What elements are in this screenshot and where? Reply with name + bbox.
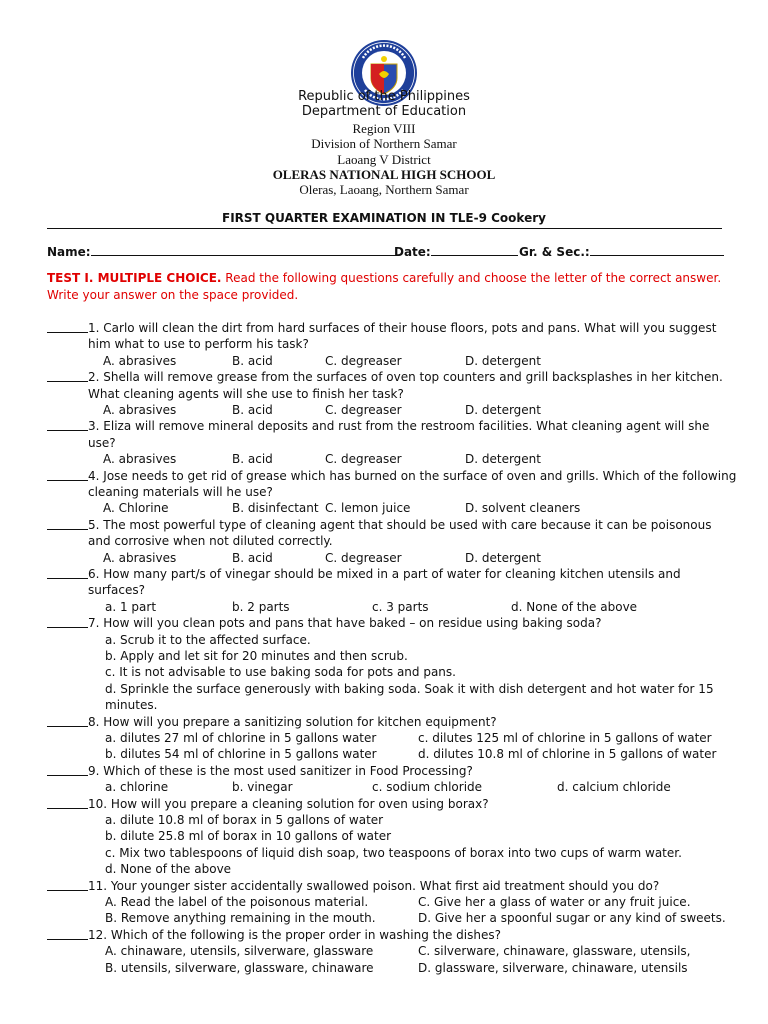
answer-option: d. calcium chloride (557, 780, 671, 795)
answer-option: B. acid (232, 353, 273, 368)
question-body: The most powerful type of cleaning agent that should be used with care because it can be poisonous and corrosive when not diluted correctly. (88, 517, 712, 549)
question-number: 5. (88, 517, 100, 532)
date-line[interactable] (431, 244, 518, 256)
question-text (88, 468, 737, 501)
question-text (88, 878, 737, 894)
question-body: Eliza will remove mineral deposits and rust from the restroom facilities. What cleaning agent will she use? (88, 419, 710, 450)
date-label: Date: (394, 245, 431, 259)
answer-option: c. 3 parts (372, 599, 429, 614)
answer-option: D. Give her a spoonful sugar or any kind of sweets. (418, 911, 726, 926)
answer-option: C. silverware, chinaware, glassware, utensils, (418, 944, 691, 959)
answer-option: a. dilutes 27 ml of chlorine in 5 gallons water (105, 731, 377, 746)
answer-option: B. acid (232, 403, 273, 418)
question-number: 4. (88, 468, 100, 483)
question-item (47, 615, 737, 713)
answer-option: C. degreaser (325, 550, 402, 565)
header-line: OLERAS NATIONAL HIGH SCHOOL (272, 167, 496, 182)
instructions-heading: TEST I. MULTIPLE CHOICE. (47, 271, 222, 285)
answer-option: c. It is not advisable to use baking soda for pots and pans. (105, 665, 456, 680)
answer-option: C. lemon juice (325, 501, 411, 516)
exam-title: FIRST QUARTER EXAMINATION IN TLE-9 Cookery (222, 211, 546, 225)
question-item (47, 566, 737, 615)
answer-option: a. 1 part (105, 599, 157, 614)
question-item (47, 878, 737, 927)
answer-option: C. degreaser (325, 403, 402, 418)
header-line: Republic of the Philippines (298, 89, 470, 104)
answer-option: D. glassware, silverware, chinaware, utensils (418, 960, 688, 975)
answer-option: b. dilute 25.8 ml of borax in 10 gallons of water (105, 829, 392, 844)
answer-option: d. None of the above (511, 599, 638, 614)
question-text (88, 796, 737, 812)
question-item (47, 468, 737, 517)
question-number: 12. (88, 927, 108, 942)
question-number: 8. (88, 714, 100, 729)
answer-option: d. None of the above (105, 862, 232, 877)
answer-blank[interactable] (47, 320, 88, 333)
header-line: Division of Northern Samar (311, 136, 457, 151)
answer-blank[interactable] (47, 927, 88, 940)
answer-option: c. dilutes 125 ml of chlorine in 5 gallons of water (418, 731, 712, 746)
answer-option: B. Remove anything remaining in the mouth. (105, 911, 376, 926)
grade-line[interactable] (590, 244, 724, 256)
answer-blank[interactable] (47, 615, 88, 628)
question-number: 7. (88, 616, 100, 631)
question-item (47, 369, 737, 418)
instructions-text: Read the following questions carefully and choose the letter of the correct answer. Write your answer on the space provided. (47, 271, 722, 302)
question-number: 9. (88, 763, 100, 778)
answer-option: d. Sprinkle the surface generously with baking soda. Soak it with dish detergent and hot water for 15 minutes. (105, 681, 714, 713)
question-text (88, 615, 737, 631)
question-text (88, 517, 737, 550)
answer-blank[interactable] (47, 714, 88, 727)
question-body: How will you prepare a sanitizing solution for kitchen equipment? (103, 714, 497, 729)
question-item (47, 517, 737, 566)
question-item (47, 796, 737, 878)
answer-option: C. degreaser (325, 452, 402, 467)
answer-option: D. detergent (465, 452, 541, 467)
answer-option: C. degreaser (325, 353, 402, 368)
question-body: Carlo will clean the dirt from hard surfaces of their house floors, pots and pans. What will you suggest him what to use to perform his task? (88, 321, 717, 352)
question-number: 1. (88, 321, 100, 335)
question-text (88, 763, 737, 779)
name-field[interactable] (47, 244, 397, 259)
question-item (47, 418, 737, 467)
question-text (88, 369, 737, 402)
answer-blank[interactable] (47, 878, 88, 891)
answer-blank[interactable] (47, 517, 88, 530)
header-line: Department of Education (301, 104, 467, 119)
answer-option: A. chinaware, utensils, silverware, glassware (105, 944, 374, 959)
question-number: 11. (88, 878, 108, 893)
answer-option: D. detergent (465, 353, 541, 368)
question-body: Which of the following is the proper order in washing the dishes? (110, 927, 501, 942)
title-divider (47, 228, 722, 229)
answer-option: B. utensils, silverware, glassware, chinaware (105, 960, 374, 975)
question-body: Shella will remove grease from the surfaces of oven top counters and grill backsplashes in her kitchen. What cleaning agents will she use to finish her task? (88, 370, 723, 401)
answer-blank[interactable] (47, 369, 88, 382)
question-item (47, 714, 737, 763)
answer-blank[interactable] (47, 796, 88, 809)
question-list (47, 320, 737, 976)
instructions (47, 270, 727, 304)
answer-option: C. Give her a glass of water or any fruit juice. (418, 895, 691, 910)
question-body: Jose needs to get rid of grease which has burned on the surface of oven and grills. Which of the following cleaning materials will he use? (88, 468, 737, 500)
question-body: Your younger sister accidentally swallowed poison. What first aid treatment should you do? (110, 878, 660, 893)
answer-option: A. abrasives (103, 550, 177, 565)
grade-label: Gr. & Sec.: (519, 245, 590, 259)
answer-option: b. vinegar (232, 780, 293, 795)
name-line[interactable] (91, 244, 397, 256)
answer-blank[interactable] (47, 763, 88, 776)
question-number: 6. (88, 567, 100, 582)
answer-option: d. dilutes 10.8 ml of chlorine in 5 gallons of water (418, 747, 717, 762)
date-field[interactable] (394, 244, 518, 259)
question-number: 10. (88, 796, 108, 811)
answer-option: c. sodium chloride (372, 780, 483, 795)
question-text (88, 566, 737, 599)
answer-option: a. chlorine (105, 780, 169, 795)
answer-option: b. 2 parts (232, 599, 290, 614)
question-text (88, 927, 737, 943)
question-body: How will you clean pots and pans that have baked – on residue using baking soda? (103, 616, 602, 631)
answer-option: B. acid (232, 550, 273, 565)
answer-option: A. abrasives (103, 403, 177, 418)
answer-option: D. detergent (465, 403, 541, 418)
answer-option: A. Read the label of the poisonous material. (105, 895, 369, 910)
answer-option: D. detergent (465, 550, 541, 565)
question-text (88, 320, 737, 353)
answer-option: B. disinfectant (232, 501, 319, 516)
answer-blank[interactable] (47, 418, 88, 431)
answer-option: b. dilutes 54 ml of chlorine in 5 gallons water (105, 747, 377, 762)
question-item (47, 927, 737, 976)
question-item (47, 320, 737, 369)
grade-section-field[interactable] (519, 244, 724, 259)
header-line: Region VIII (352, 121, 416, 136)
question-item (47, 763, 737, 796)
answer-option: D. solvent cleaners (465, 501, 581, 516)
answer-option: B. acid (232, 452, 273, 467)
question-body: How many part/s of vinegar should be mixed in a part of water for cleaning kitchen utensils and surfaces? (88, 567, 681, 598)
answer-option: b. Apply and let sit for 20 minutes and then scrub. (105, 649, 408, 664)
name-label: Name: (47, 245, 91, 259)
question-text (88, 418, 737, 451)
answer-blank[interactable] (47, 468, 88, 481)
answer-option: a. Scrub it to the affected surface. (105, 632, 311, 647)
answer-option: A. abrasives (103, 452, 177, 467)
question-number: 2. (88, 370, 100, 385)
answer-option: A. abrasives (103, 353, 177, 368)
header-line: Laoang V District (337, 152, 431, 167)
question-body: Which of these is the most used sanitizer in Food Processing? (103, 763, 473, 778)
answer-blank[interactable] (47, 566, 88, 579)
answer-option: c. Mix two tablespoons of liquid dish soap, two teaspoons of borax into two cups of warm water. (105, 845, 682, 860)
question-body: How will you prepare a cleaning solution for oven using borax? (110, 796, 489, 811)
question-number: 3. (88, 419, 100, 434)
header-line: Oleras, Laoang, Northern Samar (299, 182, 469, 197)
question-text (88, 714, 737, 730)
answer-option: A. Chlorine (103, 501, 169, 516)
answer-option: a. dilute 10.8 ml of borax in 5 gallons of water (105, 813, 384, 828)
